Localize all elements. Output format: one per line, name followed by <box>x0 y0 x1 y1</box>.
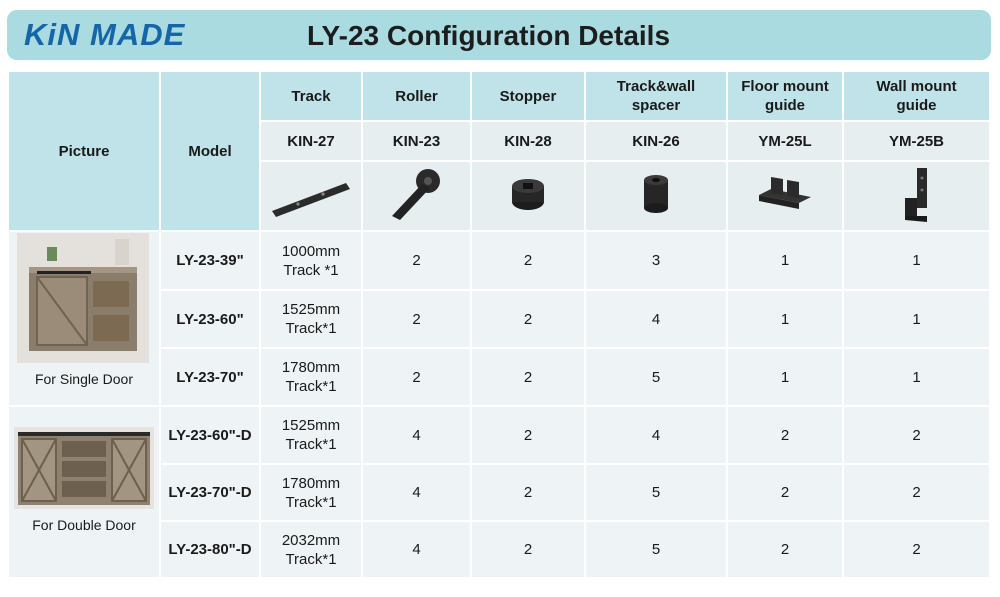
spacer-qty: 5 <box>586 349 726 405</box>
wall-guide-label: Wall mount guide <box>876 78 957 114</box>
model-cell: LY-23-70"-D <box>161 465 259 520</box>
stopper-qty: 2 <box>472 349 584 405</box>
picture-header: Picture <box>9 72 159 230</box>
model-cell: LY-23-60" <box>161 291 259 347</box>
track-qty: Track*1 <box>285 436 337 453</box>
track-cell <box>261 291 361 347</box>
stopper-qty: 2 <box>472 407 584 463</box>
page-title: LY-23 Configuration Details <box>307 20 671 51</box>
wall-guide-qty: 1 <box>844 349 989 405</box>
roller-qty: 2 <box>363 232 470 289</box>
stopper-qty: 2 <box>472 465 584 520</box>
part-name-spacer <box>586 72 726 120</box>
wall-guide-image-cell <box>844 162 989 230</box>
single-door-cabinet-photo <box>17 233 149 363</box>
stopper-qty: 2 <box>472 522 584 577</box>
floor-guide-label: Floor mount guide <box>741 78 829 114</box>
configuration-table <box>7 70 991 579</box>
roller-qty: 4 <box>363 522 470 577</box>
track-cell <box>261 522 361 577</box>
floor-guide-image-cell <box>728 162 842 230</box>
track-icon <box>268 167 354 221</box>
floor-guide-qty: 2 <box>728 522 842 577</box>
track-length: 1780mm <box>281 474 341 492</box>
part-name-floor-guide <box>728 72 842 120</box>
wall-guide-icon <box>897 164 937 224</box>
roller-image-cell <box>363 162 470 230</box>
floor-guide-icon <box>755 169 815 219</box>
part-name-roller: Roller <box>363 72 470 120</box>
model-cell: LY-23-70" <box>161 349 259 405</box>
floor-guide-qty: 1 <box>728 232 842 289</box>
double-door-cabinet-photo <box>14 427 154 509</box>
floor-guide-qty: 2 <box>728 407 842 463</box>
wall-guide-qty: 2 <box>844 522 989 577</box>
model-cell: LY-23-39" <box>161 232 259 289</box>
roller-qty: 2 <box>363 349 470 405</box>
spacer-qty: 3 <box>586 232 726 289</box>
spacer-image-cell <box>586 162 726 230</box>
spacer-qty: 5 <box>586 465 726 520</box>
spacer-qty: 4 <box>586 407 726 463</box>
track-qty: Track *1 <box>283 261 339 279</box>
track-length: 2032mm <box>281 531 341 549</box>
stopper-qty: 2 <box>472 232 584 289</box>
part-code-track: KIN-27 <box>261 122 361 160</box>
part-name-track: Track <box>261 72 361 120</box>
part-code-spacer: KIN-26 <box>586 122 726 160</box>
wall-guide-qty: 2 <box>844 407 989 463</box>
track-qty: Track*1 <box>285 378 337 395</box>
part-name-wall-guide <box>844 72 989 120</box>
single-door-picture-cell <box>9 232 159 405</box>
part-code-floor-guide: YM-25L <box>728 122 842 160</box>
wall-guide-qty: 1 <box>844 232 989 289</box>
part-code-roller: KIN-23 <box>363 122 470 160</box>
double-door-picture-cell <box>9 407 159 577</box>
model-cell: LY-23-80"-D <box>161 522 259 577</box>
roller-icon <box>382 164 452 224</box>
track-cell <box>261 349 361 405</box>
roller-qty: 4 <box>363 407 470 463</box>
stopper-qty: 2 <box>472 291 584 347</box>
track-length: 1780mm <box>281 359 341 376</box>
track-length: 1525mm <box>281 417 341 434</box>
header-bar <box>7 10 991 60</box>
spacer-qty: 5 <box>586 522 726 577</box>
part-code-stopper: KIN-28 <box>472 122 584 160</box>
track-qty: Track*1 <box>285 320 337 337</box>
floor-guide-qty: 1 <box>728 349 842 405</box>
track-length: 1000mm <box>281 242 341 260</box>
track-qty: Track*1 <box>285 493 337 511</box>
floor-guide-qty: 1 <box>728 291 842 347</box>
track-cell <box>261 465 361 520</box>
wall-guide-qty: 2 <box>844 465 989 520</box>
spacer-icon <box>636 172 676 216</box>
part-name-stopper: Stopper <box>472 72 584 120</box>
brand-logo: KiN MADE <box>24 17 186 52</box>
floor-guide-qty: 2 <box>728 465 842 520</box>
single-door-caption: For Single Door <box>34 370 134 387</box>
track-image-cell <box>261 162 361 230</box>
wall-guide-qty: 1 <box>844 291 989 347</box>
stopper-icon <box>503 174 553 214</box>
track-length: 1525mm <box>281 301 341 318</box>
part-code-wall-guide: YM-25B <box>844 122 989 160</box>
double-door-caption: For Double Door <box>32 517 136 533</box>
model-header: Model <box>161 72 259 230</box>
stopper-image-cell <box>472 162 584 230</box>
track-cell <box>261 232 361 289</box>
track-qty: Track*1 <box>285 550 337 568</box>
roller-qty: 4 <box>363 465 470 520</box>
track-cell <box>261 407 361 463</box>
spacer-qty: 4 <box>586 291 726 347</box>
roller-qty: 2 <box>363 291 470 347</box>
model-cell: LY-23-60"-D <box>161 407 259 463</box>
spacer-label: Track&wall spacer <box>616 78 696 114</box>
